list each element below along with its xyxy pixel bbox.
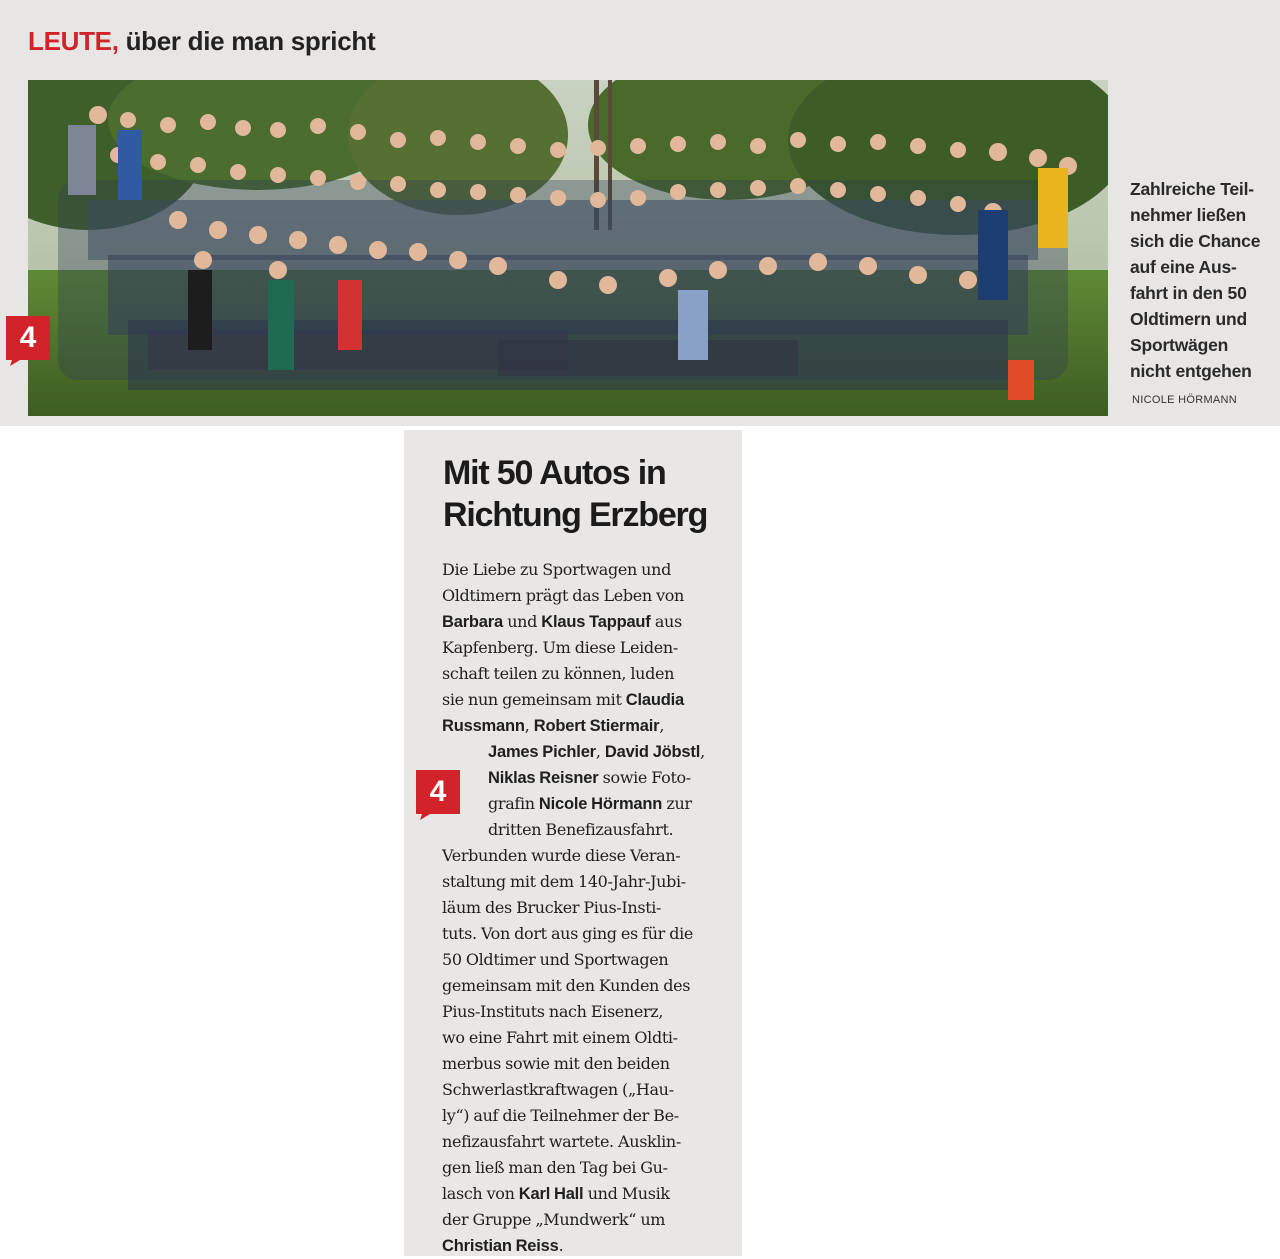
body-line: [442, 557, 742, 583]
section-title: über die man spricht: [118, 26, 376, 56]
body-text-segment: sowie Foto-: [598, 768, 691, 787]
body-text-segment: ,: [595, 742, 605, 761]
caption-line: Oldtimern und: [1130, 309, 1247, 329]
body-line: [442, 739, 742, 765]
page-badge-number: 4: [429, 775, 447, 808]
body-line: [442, 1025, 742, 1051]
body-line: [442, 661, 742, 687]
body-text-segment: sie nun gemeinsam mit: [442, 690, 626, 709]
body-line: [442, 817, 742, 843]
person-name: James Pichler: [488, 743, 596, 761]
body-text-segment: aus: [650, 612, 682, 631]
body-text-segment: staltung mit dem 140-Jahr-Jubi-: [442, 872, 686, 891]
body-line: [442, 791, 742, 817]
body-text-segment: lasch von: [442, 1184, 519, 1203]
body-line: [442, 895, 742, 921]
article-headline: [443, 452, 707, 536]
body-text-segment: gen ließ man den Tag bei Gu-: [442, 1158, 668, 1177]
caption-line: Zahlreiche Teil-: [1130, 179, 1254, 199]
person-name: Claudia: [625, 691, 684, 709]
body-line: [442, 1103, 742, 1129]
body-line: [442, 973, 742, 999]
body-text-segment: ,: [524, 716, 534, 735]
body-text-segment: und: [502, 612, 542, 631]
section-header: [28, 26, 375, 57]
person-name: David Jöbstl: [604, 743, 701, 761]
body-line: [442, 1129, 742, 1155]
person-name: Nicole Hörmann: [538, 795, 663, 813]
body-line: [442, 843, 742, 869]
body-line: [442, 947, 742, 973]
headline-line: Richtung Erzberg: [443, 496, 708, 534]
caption-line: auf eine Aus-: [1130, 257, 1237, 277]
body-text-segment: und Musik: [583, 1184, 670, 1203]
person-name: Klaus Tappauf: [541, 613, 651, 631]
body-text-segment: Oldtimern prägt das Leben von: [442, 586, 684, 605]
caption-line: Sportwägen: [1130, 335, 1229, 355]
body-text-segment: der Gruppe „Mundwerk“ um: [442, 1210, 666, 1229]
body-text-segment: ly“) auf die Teilnehmer der Be-: [442, 1106, 679, 1125]
body-text-segment: ,: [659, 716, 665, 735]
body-text-segment: Pius-Instituts nach Eisenerz,: [442, 1002, 664, 1021]
caption-line: sich die Chance: [1130, 231, 1261, 251]
body-text-segment: 50 Oldtimer und Sportwagen: [442, 950, 669, 969]
body-line: [442, 1181, 742, 1207]
body-line: [442, 869, 742, 895]
body-text-segment: Schwerlastkraftwagen („Hau-: [442, 1080, 674, 1099]
body-text-segment: Kapfenberg. Um diese Leiden-: [442, 638, 678, 657]
person-name: Russmann: [442, 717, 525, 735]
body-text-segment: grafin: [488, 794, 539, 813]
body-text-segment: Verbunden wurde diese Veran-: [442, 846, 681, 865]
body-text-segment: nefizausfahrt wartete. Ausklin-: [442, 1132, 681, 1151]
body-line: [442, 1207, 742, 1233]
headline-line: Mit 50 Autos in: [443, 454, 666, 492]
body-text-segment: schaft teilen zu können, luden: [442, 664, 675, 683]
body-text-segment: dritten Benefizausfahrt.: [488, 820, 674, 839]
body-text-segment: ,: [700, 742, 705, 761]
body-line: [442, 713, 742, 739]
body-line: [442, 1077, 742, 1103]
body-line: [442, 1155, 742, 1181]
body-text-segment: läum des Brucker Pius-Insti-: [442, 898, 662, 917]
body-line: [442, 765, 742, 791]
body-line: [442, 1233, 742, 1259]
page-badge-photo: [6, 316, 50, 366]
body-line: [442, 999, 742, 1025]
caption-line: nicht entgehen: [1130, 361, 1252, 381]
photo-caption: [1130, 176, 1276, 384]
person-name: Niklas Reisner: [488, 769, 599, 787]
group-photo: [28, 80, 1108, 416]
body-text-segment: tuts. Von dort aus ging es für die: [442, 924, 693, 943]
section-kicker: LEUTE,: [28, 26, 119, 56]
body-line: [442, 635, 742, 661]
person-name: Christian Reiss: [442, 1237, 559, 1255]
person-name: Robert Stiermair: [533, 717, 660, 735]
body-text-segment: wo eine Fahrt mit einem Oldti-: [442, 1028, 678, 1047]
body-text-segment: Die Liebe zu Sportwagen und: [442, 560, 671, 579]
caption-line: fahrt in den 50: [1130, 283, 1247, 303]
body-line: [442, 687, 742, 713]
photo-credit: NICOLE HÖRMANN: [1132, 394, 1238, 406]
body-line: [442, 1051, 742, 1077]
body-text-segment: gemeinsam mit den Kunden des: [442, 976, 691, 995]
article-body: [442, 557, 742, 1259]
photo-section: [0, 0, 1280, 426]
body-line: [442, 921, 742, 947]
body-line: [442, 609, 742, 635]
body-text-segment: zur: [662, 794, 692, 813]
body-text-segment: merbus sowie mit den beiden: [442, 1054, 670, 1073]
page-badge-number: 4: [19, 321, 37, 354]
person-name: Barbara: [442, 613, 503, 631]
person-name: Karl Hall: [518, 1185, 584, 1203]
caption-line: nehmer ließen: [1130, 205, 1247, 225]
body-line: [442, 583, 742, 609]
body-text-segment: .: [558, 1236, 564, 1255]
